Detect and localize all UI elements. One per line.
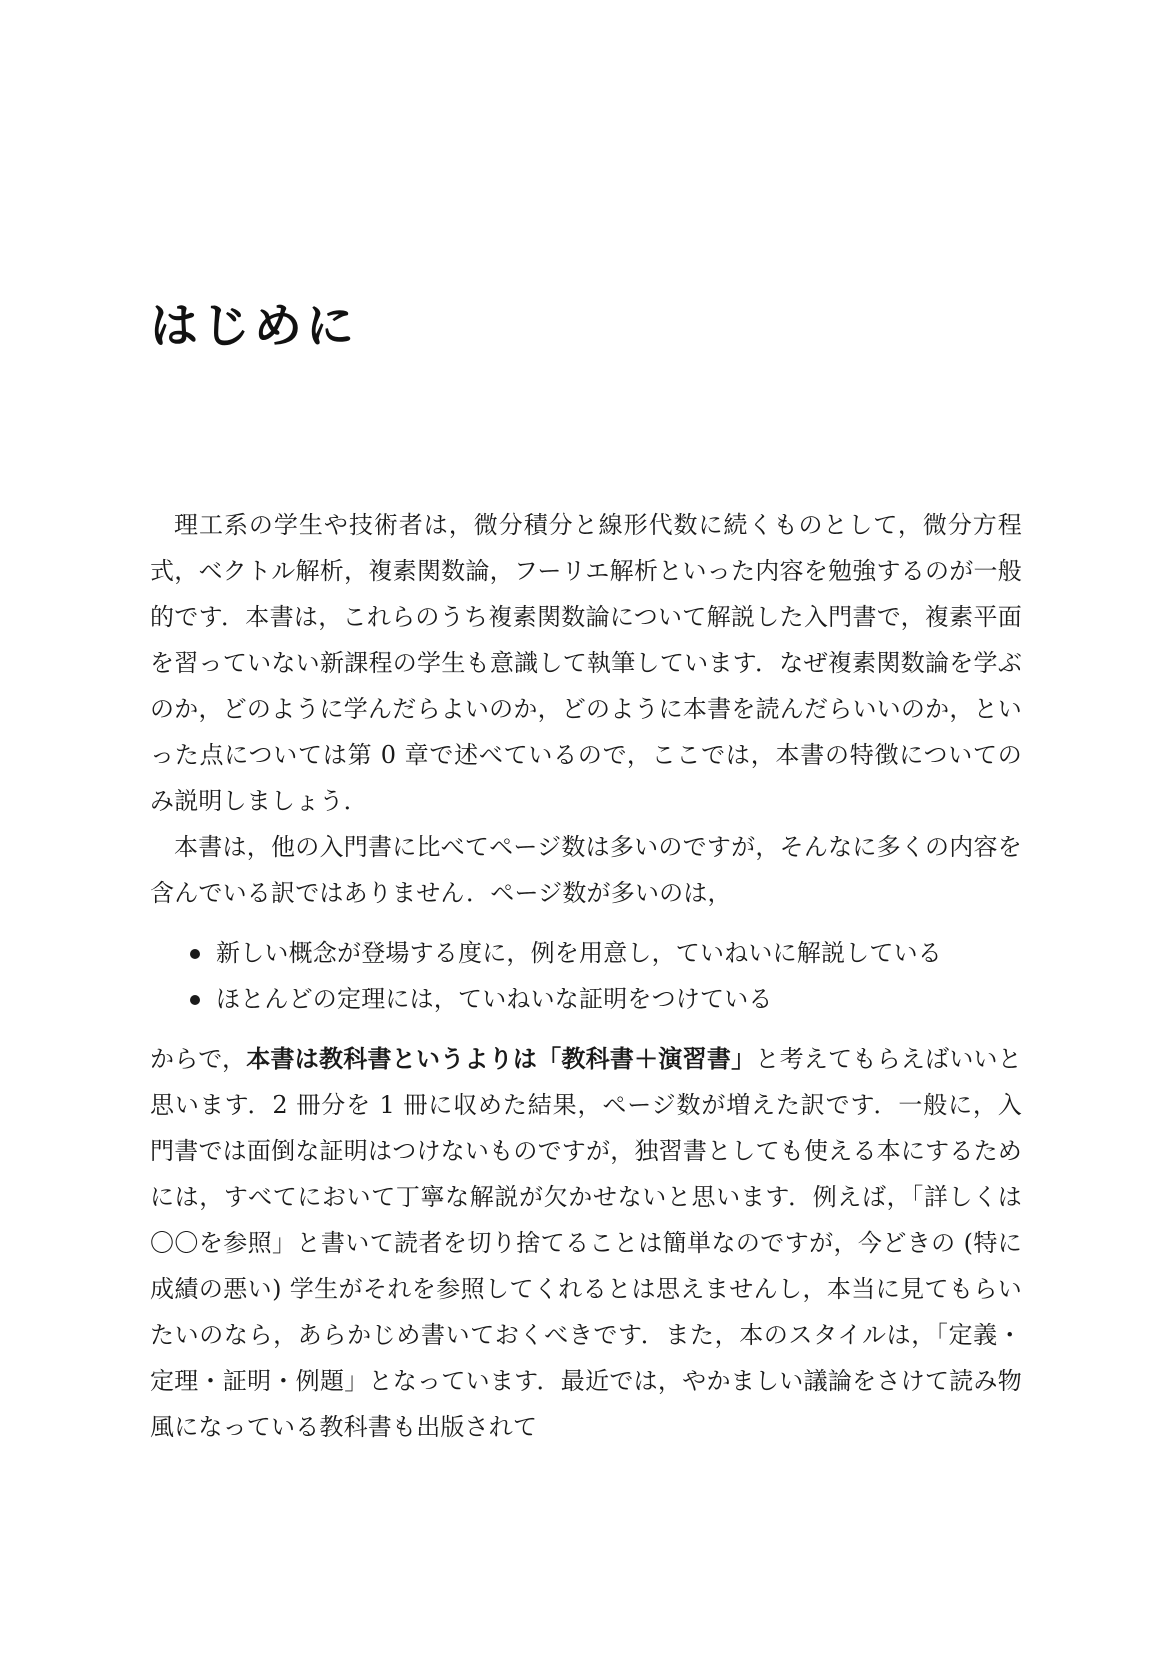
bullet-icon [190, 949, 200, 959]
continuation-rest: と考えてもらえばいいと思います．2 冊分を 1 冊に収めた結果，ページ数が増えた訳です．一般に，入門書では面倒な証明はつけないものですが，独習書としても使える本にするためには，すべてにおいて丁寧な解説が欠かせないと思います．例えば，「詳しくは〇〇を参照」と書いて読者を切り捨てることは簡単なのですが，今どきの (特に成績の悪い) 学生がそれを参照してくれるとは思えませんし，本当に見てもらいたいのなら，あらかじめ書いておくべきです．また，本のスタイルは，「定義・定理・証明・例題」となっています．最近では，やかましい議論をさけて読み物風になっている教科書も出版されて [150, 1045, 1023, 1441]
bullet-icon [190, 995, 200, 1005]
feature-bullet-list [150, 930, 1022, 1022]
chapter-title: はじめに [150, 298, 359, 354]
paragraph-page-count: 本書は，他の入門書に比べてページ数は多いのですが，そんなに多くの内容を含んでいる訳ではありません．ページ数が多いのは， [150, 833, 1022, 907]
paragraph-intro: 理工系の学生や技術者は，微分積分と線形代数に続くものとして，微分方程式，ベクトル解析，複素関数論，フーリエ解析といった内容を勉強するのが一般的です．本書は，これらのうち複素関数論について解説した入門書で，複素平面を習っていない新課程の学生も意識して執筆しています．なぜ複素関数論を学ぶのか，どのように学んだらよいのか，どのように本書を読んだらいいのか，といった点については第 0 章で述べているので，ここでは，本書の特徴についてのみ説明しましょう． [150, 511, 1022, 815]
continuation-lead: からで， [150, 1045, 247, 1073]
emphasis-text: 本書は教科書というよりは「教科書＋演習書」 [246, 1045, 756, 1073]
list-item [190, 930, 1022, 976]
list-item [190, 976, 1022, 1022]
paragraph-continuation [150, 1036, 1022, 1450]
bullet-text: 新しい概念が登場する度に，例を用意し，ていねいに解説している [216, 939, 942, 967]
bullet-text: ほとんどの定理には，ていねいな証明をつけている [216, 985, 773, 1013]
body-text [150, 502, 1022, 1450]
